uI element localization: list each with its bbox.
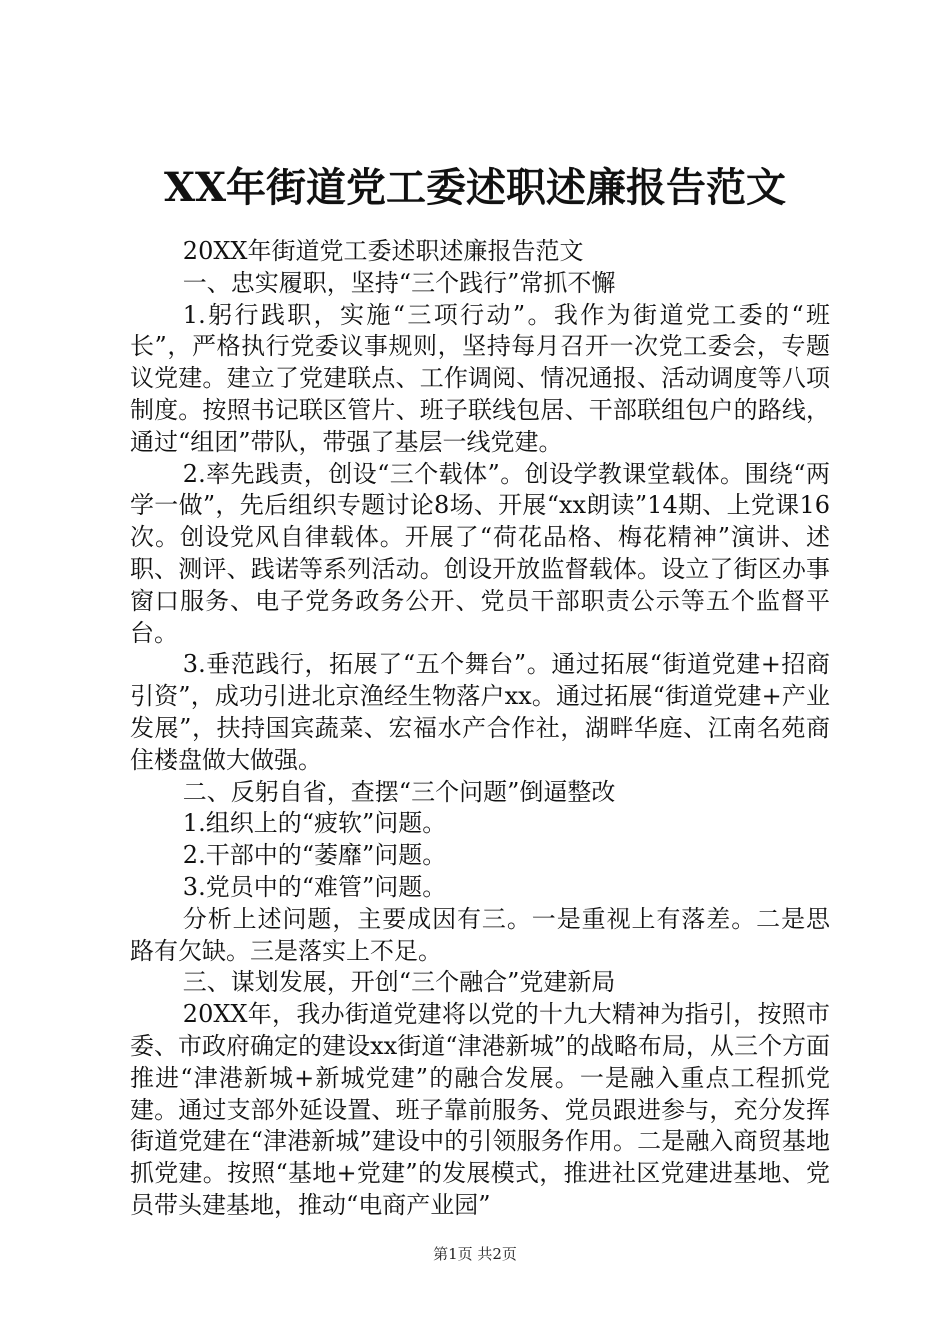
paragraph: 2.率先践责，创设“三个载体”。创设学教课堂载体。围绕“两学一做”，先后组织专题讨论8场、开展“xx朗读”14期、上党课16次。创设党风自律载体。开展了“荷花品格、梅花精神”演讲、述职、测评、践诺等系列活动。创设开放监督载体。设立了街区办事窗口服务、电子党务政务公开、党员干部职责公示等五个监督平台。 xyxy=(130,459,830,647)
document-title: XX年街道党工委述职述廉报告范文 xyxy=(163,164,787,211)
paragraph: 3.垂范践行，拓展了“五个舞台”。通过拓展“街道党建+招商引资”，成功引进北京渔经生物落户xx。通过拓展“街道党建+产业发展”，扶持国宾蔬菜、宏福水产合作社，湖畔华庭、江南名苑商住楼盘做大做强。 xyxy=(130,650,830,774)
paragraph-subtitle: 20XX年街道党工委述职述廉报告范文 xyxy=(182,237,584,265)
list-item: 1.组织上的“疲软”问题。 xyxy=(182,809,447,838)
section-heading-1: 一、忠实履职，坚持“三个践行”常抓不懈 xyxy=(182,268,616,297)
paragraph: 1.躬行践职，实施“三项行动”。我作为街道党工委的“班长”，严格执行党委议事规则，坚持每月召开一次党工委会，专题议党建。建立了党建联点、工作调阅、情况通报、活动调度等八项制度。按照书记联区管片、班子联线包居、干部联组包户的路线，通过“组团”带队，带强了基层一线党建。 xyxy=(130,300,830,456)
document-body xyxy=(130,236,830,1222)
list-item: 2.干部中的“萎靡”问题。 xyxy=(182,841,447,870)
paragraph: 20XX年，我办街道党建将以党的十九大精神为指引，按照市委、市政府确定的建设xx街道“津港新城”的战略布局，从三个方面推进“津港新城+新城党建”的融合发展。一是融入重点工程抓党建。通过支部外延设置、班子靠前服务、党员跟进参与，充分发挥街道党建在“津港新城”建设中的引领服务作用。二是融入商贸基地抓党建。按照“基地+党建”的发展模式，推进社区党建进基地、党员带头建基地，推动“电商产业园” xyxy=(130,1000,830,1219)
section-heading-3: 三、谋划发展，开创“三个融合”党建新局 xyxy=(182,968,616,997)
section-heading-2: 二、反躬自省，查摆“三个问题”倒逼整改 xyxy=(182,777,616,806)
paragraph: 分析上述问题，主要成因有三。一是重视上有落差。二是思路有欠缺。三是落实上不足。 xyxy=(130,904,830,965)
page-footer: 第1页 共2页 xyxy=(433,1245,517,1263)
list-item: 3.党员中的“难管”问题。 xyxy=(182,872,447,901)
